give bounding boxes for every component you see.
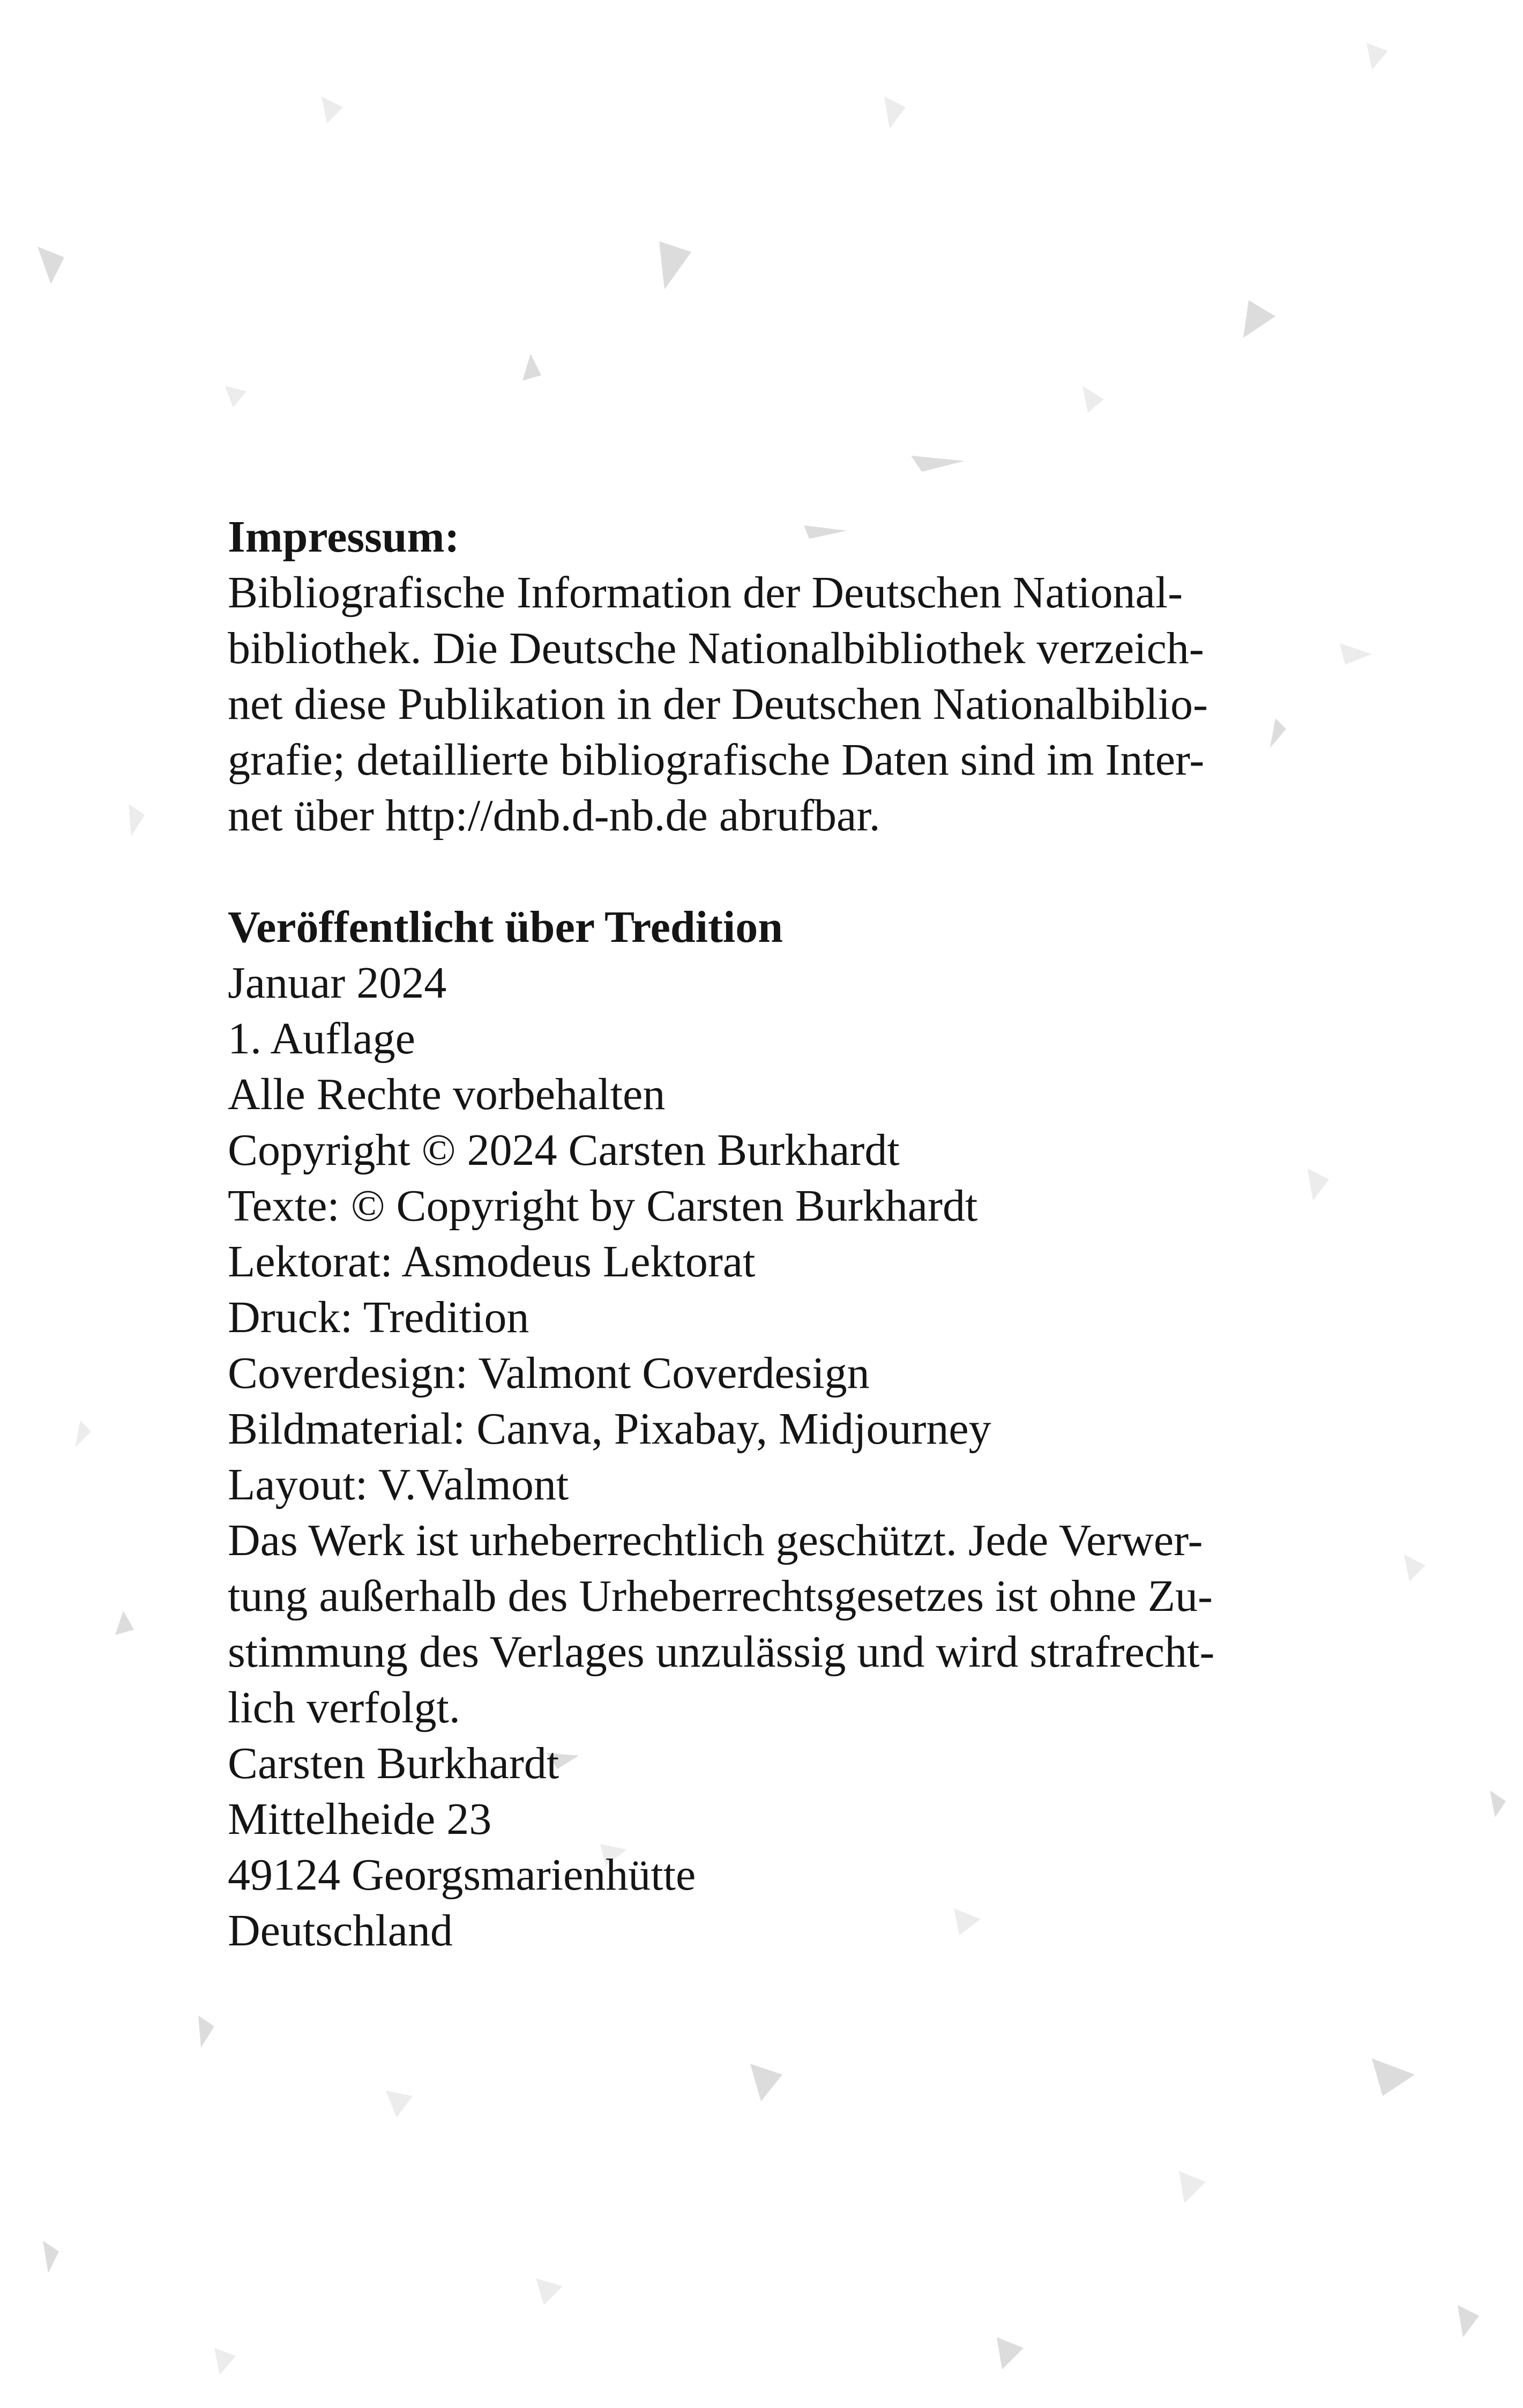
address-country: Deutschland (228, 1906, 453, 1956)
edition: 1. Auflage (228, 1014, 415, 1064)
imprint-page (228, 509, 1305, 1959)
impressum-line: net diese Publikation in der Deutschen Nationalbiblio- (228, 679, 1208, 729)
copyright-notice-line: stimmung des Verlages unzulässig und wird strafrecht- (228, 1627, 1215, 1677)
copyright-line: Copyright © 2024 Carsten Burkhardt (228, 1125, 900, 1175)
print-credit: Druck: Tredition (228, 1292, 529, 1342)
impressum-line: bibliothek. Die Deutsche Nationalbibliothek verzeich- (228, 623, 1204, 673)
editing-credit: Lektorat: Asmodeus Lektorat (228, 1237, 756, 1287)
publication-section (228, 900, 1305, 1959)
section-spacer (228, 844, 1305, 900)
image-material-credit: Bildmaterial: Canva, Pixabay, Midjourney (228, 1404, 991, 1454)
impressum-section (228, 509, 1305, 844)
address-name: Carsten Burkhardt (228, 1738, 559, 1788)
impressum-line: Bibliografische Information der Deutschen National- (228, 568, 1183, 618)
address-street: Mittelheide 23 (228, 1794, 492, 1844)
copyright-notice-line: tung außerhalb des Urheberrechtsgesetzes ist ohne Zu- (228, 1571, 1213, 1621)
rights-reserved: Alle Rechte vorbehalten (228, 1069, 666, 1119)
copyright-notice-line: lich verfolgt. (228, 1683, 460, 1733)
impressum-line: grafie; detaillierte bibliografische Daten sind im Inter- (228, 735, 1205, 785)
texts-copyright: Texte: © Copyright by Carsten Burkhardt (228, 1181, 978, 1231)
copyright-notice-line: Das Werk ist urheberrechtlich geschützt. Jede Verwer- (228, 1515, 1203, 1565)
publication-date: Januar 2024 (228, 958, 447, 1008)
impressum-heading: Impressum: (228, 512, 460, 562)
impressum-line: net über http://dnb.d-nb.de abrufbar. (228, 791, 880, 841)
publication-heading: Veröffentlicht über Tredition (228, 902, 783, 952)
cover-design-credit: Coverdesign: Valmont Coverdesign (228, 1348, 870, 1398)
layout-credit: Layout: V.Valmont (228, 1460, 569, 1510)
address-city: 49124 Georgsmarienhütte (228, 1850, 696, 1900)
